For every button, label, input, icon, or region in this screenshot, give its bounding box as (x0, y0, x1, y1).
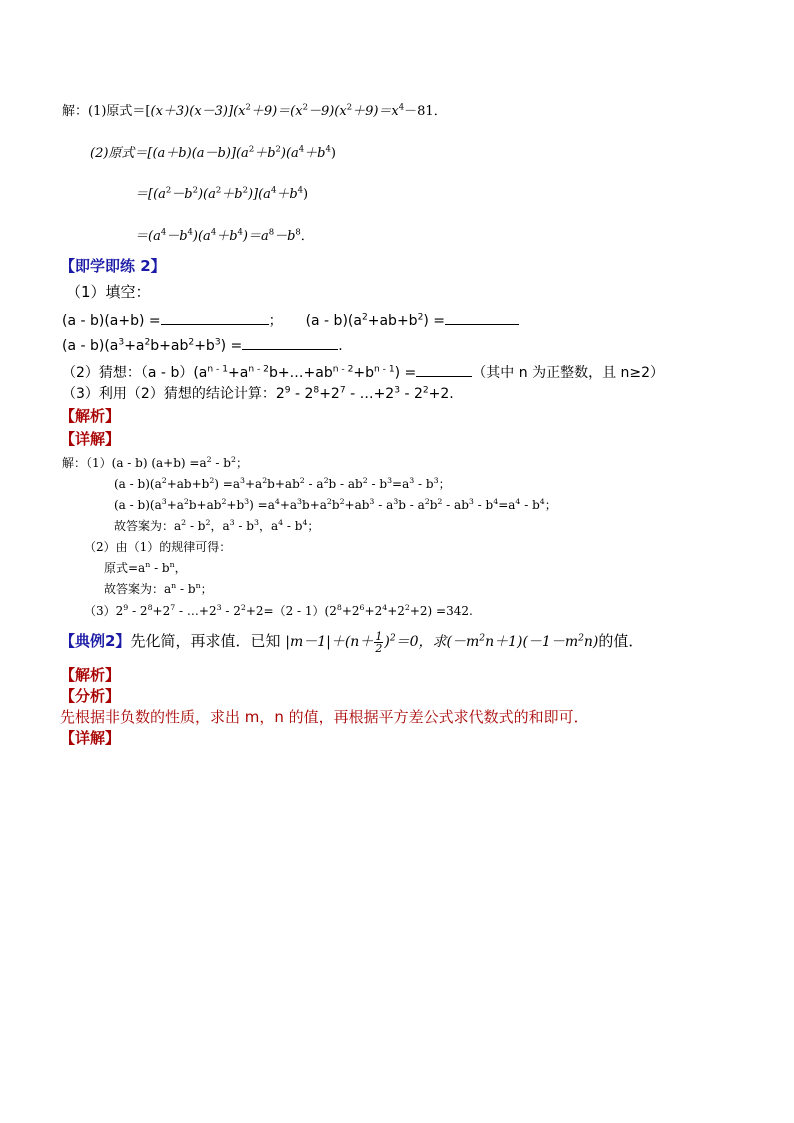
detail-line-5: （2）由（1）的规律可得： (84, 540, 232, 554)
solution-text: ． (300, 229, 314, 244)
solution-line-3: $=[(a^2-b^2)(a^2+b^2)](a^4+b^4)$ (135, 184, 309, 202)
exponent: 2 (479, 633, 486, 644)
question-text: +a (124, 338, 145, 354)
question-1-row-c: $(a - b)(a^3+a^2b+ab^2+b^3)$ = . (62, 335, 343, 354)
detail-line-8: $(3)2^9 - 2^8+2^7$ - $\dots+2^3 - 2^2+2=(2 - 1)(2^8+2^6+2^4+2^2+2) =342$. (84, 603, 473, 618)
detail-text: +2 (341, 604, 360, 618)
solution-text: ＋b (221, 187, 243, 202)
expression-part: ) (384, 634, 390, 650)
exponent: 8 (313, 385, 320, 396)
detail-text: 解：（1）(a - b) (a+b) =a (62, 456, 207, 470)
solution-text: ) (303, 187, 309, 202)
question-text: （3）利用（2）猜想的结论计算：2 (62, 386, 285, 402)
detail-text: +a (244, 477, 263, 491)
detail-text: +2 (364, 604, 383, 618)
detail-line-3: $(a - b)(a^3+a^2b+ab^2+b^3) =a^4+a^3b+a^2b^2+ab^3 - a^3b - a^2b^2 - ab^3 - b^4=a^4 - b^4$； (114, 497, 557, 512)
detail-text: - b (414, 477, 434, 491)
detail-text: ； (200, 582, 213, 596)
fraction-denominator: 2 (375, 641, 383, 655)
detail-text: b+ab (188, 498, 222, 512)
detail-text: 故答案为：a (114, 519, 182, 533)
detail-text: ； (544, 498, 557, 512)
detail-text: - b (367, 477, 388, 491)
detail-text: - b (473, 498, 494, 512)
question-text: ) = (220, 338, 243, 354)
detail-text: - b (176, 582, 196, 596)
detail-text: +a (279, 498, 298, 512)
solution-text: ＋b (276, 187, 298, 202)
detail-text: - b (186, 519, 206, 533)
question-text: (a - b)(a+b) = (62, 313, 161, 329)
detail-label-2: 【详解】 (60, 729, 121, 747)
detail-text: ； (307, 519, 320, 533)
detail-text: ，a (258, 519, 279, 533)
practice-header: 【即学即练 2】 (60, 257, 166, 275)
expression-part: n＋1)(－1－m (485, 634, 579, 650)
solution-text: ＋9)＝x (352, 104, 399, 119)
question-2 (62, 362, 664, 382)
fraction (374, 631, 383, 654)
solution-text: －81． (404, 104, 447, 119)
detail-line-6 (104, 559, 187, 576)
exponent: 2 (230, 455, 236, 464)
solution-line-4: $=(a^4-b^4)(a^4+b^4)=a^8-b^8$． (135, 226, 314, 244)
question-text: ) = (394, 365, 417, 381)
answer-blank[interactable] (242, 335, 338, 350)
solution-text: －b (171, 187, 193, 202)
question-text: - 2 (290, 386, 314, 402)
detail-text: b - ab (328, 477, 363, 491)
question-note: （其中 n 为正整数，且 n≥2） (472, 365, 665, 381)
detail-text: - 2 (128, 604, 148, 618)
solution-text: ＝[(a (135, 187, 166, 202)
exponent: 2 (422, 385, 429, 396)
detail-text: - b (283, 519, 303, 533)
answer-blank[interactable] (445, 310, 519, 325)
detail-text: +ab (344, 498, 370, 512)
solution-text: ) (330, 146, 336, 161)
detail-text: 故答案为：a (104, 582, 172, 596)
question-text: (a - b)(a (305, 313, 362, 329)
detail-text: ； (235, 456, 248, 470)
detail-text: +a (166, 498, 184, 512)
detail-text: +b (226, 498, 245, 512)
exponent: 2 (389, 633, 396, 644)
fraction-numerator: 1 (375, 629, 383, 643)
analysis-label: 【解析】 (60, 407, 121, 425)
detail-text: +2 (387, 604, 405, 618)
question-text: . (338, 338, 343, 354)
detail-text: b (331, 498, 340, 512)
expression-part: n) (583, 634, 599, 650)
detail-text: - b (234, 519, 254, 533)
solution-text: －b (274, 229, 296, 244)
detail-line-1 (62, 454, 248, 471)
detail-text: - b (211, 456, 231, 470)
solution-line-2: (2)原式$=[(a+b)(a-b)](a^2+b^2)(a^4+b^4)$ (90, 143, 336, 161)
question-text: +a (228, 365, 249, 381)
question-text: （2）猜想：（a - b）(a (62, 365, 208, 381)
detail-text: - b (520, 498, 540, 512)
exponent: 9 (284, 385, 291, 396)
exponent: 2 (206, 455, 212, 464)
detail-text: （3）2 (84, 604, 124, 618)
question-text: b+ab (150, 338, 189, 354)
example-text: 的值． (598, 632, 644, 650)
exponent: n (195, 581, 201, 590)
expression-part: ＝0，求 (395, 634, 447, 650)
solution-text: －b (166, 229, 188, 244)
exponent: n (171, 581, 177, 590)
solution-text: )＝a (242, 229, 269, 244)
detail-text: - …+2 (175, 604, 217, 618)
detail-text: - a (374, 498, 394, 512)
detail-text: b+ab (267, 477, 300, 491)
example-expression (285, 629, 599, 655)
detail-text: +ab+b (166, 477, 210, 491)
solution-text: ＋9)＝(x (250, 104, 303, 119)
question-text: +b (353, 365, 375, 381)
detail-label: 【详解】 (60, 430, 121, 448)
expression-part: (－m (446, 634, 480, 650)
exponent: n (145, 560, 151, 569)
detail-text: =a (498, 498, 516, 512)
detail-text: =a (392, 477, 410, 491)
solution-text: 解：(1)原式＝[ (62, 104, 151, 119)
question-text: +b (194, 338, 215, 354)
detail-text: (a - b)(a (114, 477, 162, 491)
solution-text: )(a (197, 187, 216, 202)
answer-blank[interactable] (416, 362, 472, 377)
question-text: +2 (319, 386, 340, 402)
solution-text: )](a (247, 187, 271, 202)
question-text: +2. (428, 386, 454, 402)
detail-text: ，a (210, 519, 230, 533)
exponent: 2 (578, 633, 584, 644)
exponent: n - 2 (332, 364, 354, 375)
detail-text: b (429, 498, 438, 512)
detail-text: ； (438, 477, 451, 491)
question-text: - 2 (400, 386, 423, 402)
exponent: n (169, 560, 175, 569)
answer-blank[interactable] (161, 310, 269, 325)
detail-text: (a - b)(a (114, 498, 162, 512)
detail-text: b - a (398, 498, 425, 512)
detail-text: +2 (152, 604, 171, 618)
example-2 (60, 628, 643, 655)
solution-text: (2)原式＝[(a＋b)(a－b)](a (90, 146, 249, 161)
detail-text: b+a (302, 498, 327, 512)
detail-line-7 (104, 580, 213, 597)
expression-part: |m－1|＋(n＋ (285, 634, 374, 650)
detail-text: ， (174, 561, 187, 575)
question-text: ； (268, 313, 283, 329)
detail-text: +2) =342. (409, 604, 473, 618)
question-1-row-a: (a - b)(a+b) = ； $(a - b)(a^2+ab+b^2)$ = (62, 310, 519, 330)
question-3 (62, 383, 454, 403)
exponent: n - 1 (207, 364, 228, 375)
solution-text: )(a (280, 146, 299, 161)
solution-text: (x＋3)(x－3)](x (150, 104, 246, 119)
fenxi-text: 先根据非负数的性质，求出 m，n 的值，再根据平方差公式求代数式的和即可． (60, 708, 589, 726)
detail-text: - 2 (221, 604, 241, 618)
question-text: b+…+ab (268, 365, 333, 381)
question-text: ) = (423, 313, 446, 329)
solution-text: )(a (192, 229, 211, 244)
detail-text: - ab (442, 498, 469, 512)
detail-text: 原式=a (104, 561, 146, 575)
detail-text: - a (304, 477, 324, 491)
detail-text: ) =a (249, 498, 275, 512)
exponent: n - 2 (248, 364, 269, 375)
solution-text: －9)(x (307, 104, 347, 119)
detail-text: - b (150, 561, 170, 575)
question-1-title: （1）填空： (66, 283, 151, 301)
question-text: - …+2 (345, 386, 395, 402)
analysis-label-2: 【解析】 (60, 666, 121, 684)
solution-text: ＋b (254, 146, 276, 161)
exponent: 3 (394, 385, 401, 396)
solution-line-1: 解：(1)原式$=[(x+3)(x-3)](x^2+9)=(x^2-9)(x^2+9)=x^4-81$． (62, 101, 447, 119)
detail-text: ) =a (214, 477, 241, 491)
exponent: 7 (339, 385, 346, 396)
detail-line-4: 故答案为：$a^2 - b^2$，$a^3 - b^3$，$a^4 - b^4$； (114, 518, 320, 533)
exponent: n - 1 (374, 364, 395, 375)
detail-line-2: $(a - b)(a^2+ab+b^2) =a^3+a^2b+ab^2 - a^2b - ab^2 - b^3=a^3 - b^3$； (114, 476, 451, 491)
question-text: (a - b)(a (62, 338, 119, 354)
solution-text: ＋b (304, 146, 326, 161)
fenxi-label: 【分析】 (60, 687, 121, 705)
example-text: 先化简，再求值．已知 (130, 632, 281, 650)
solution-text: ＋b (216, 229, 238, 244)
example-header: 【典例2】 (60, 632, 131, 650)
detail-text: +2=（2 - 1）(2 (245, 604, 337, 618)
question-text: +ab+b (367, 313, 418, 329)
solution-text: ＝(a (135, 229, 161, 244)
